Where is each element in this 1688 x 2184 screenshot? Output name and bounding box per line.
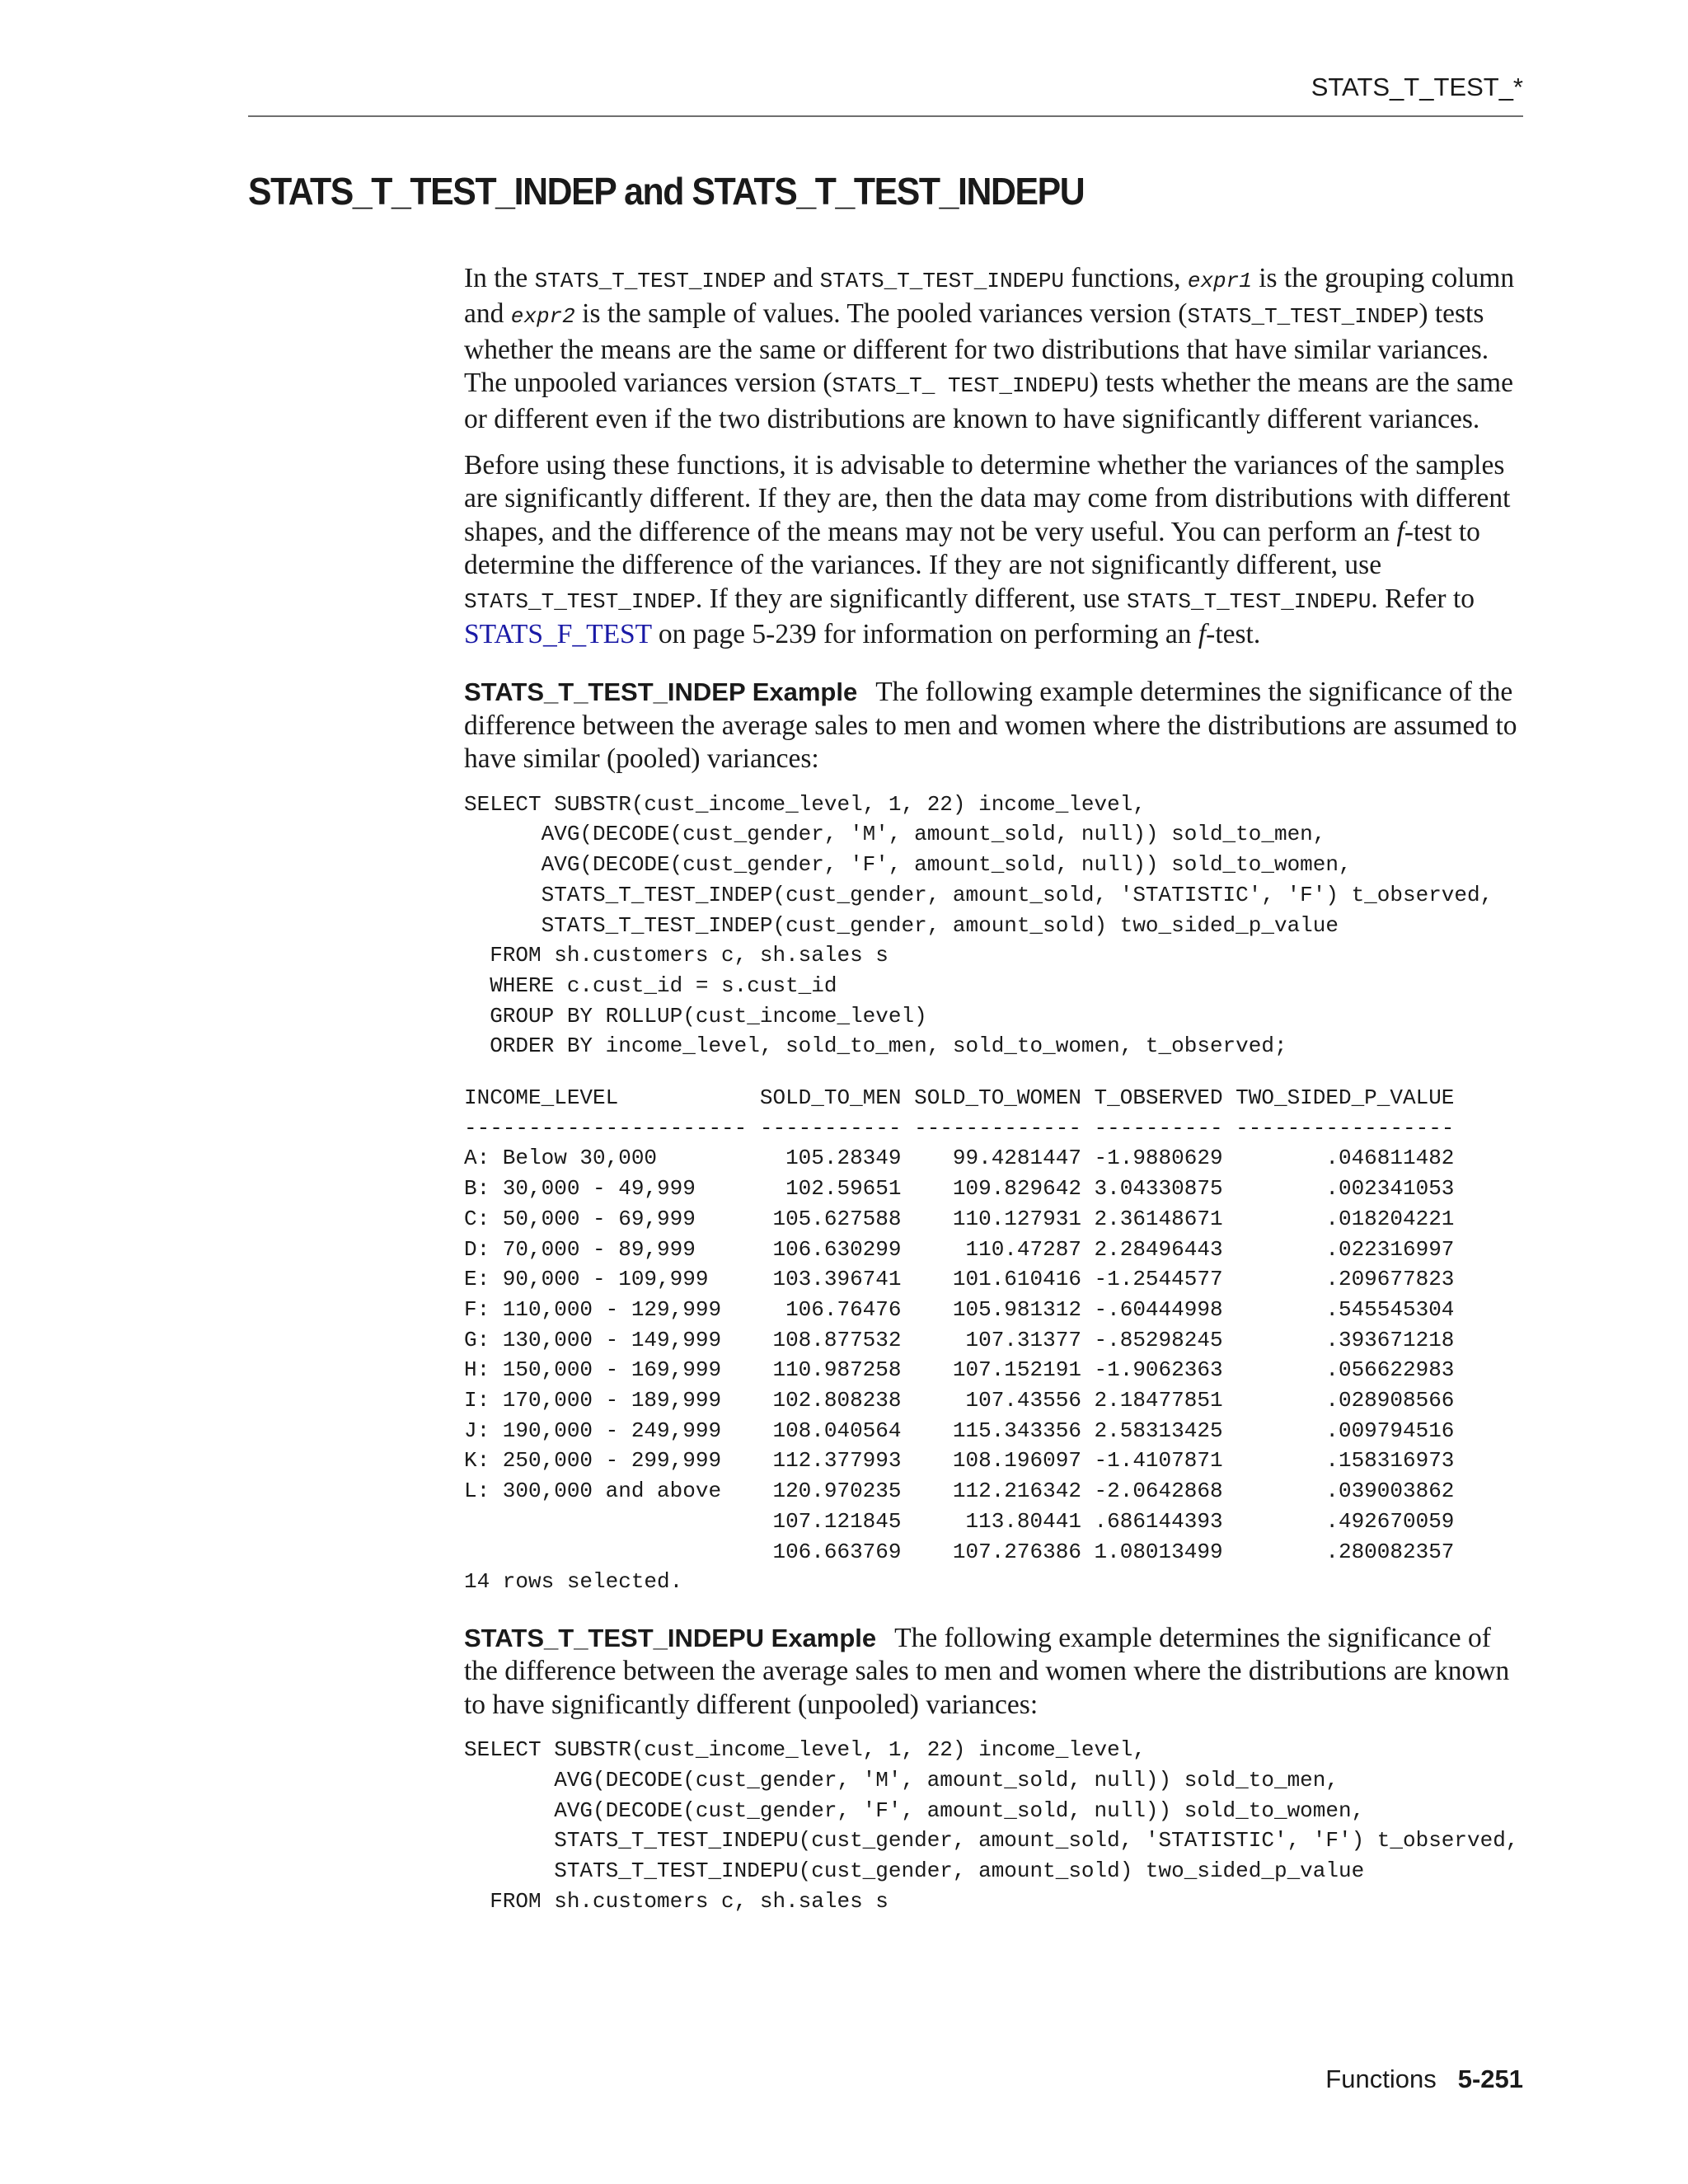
text-run: ) tests whether the means are the same or different even if the two distributions are known to have significantly different variances. [464,368,1513,434]
inline-code-italic: expr1 [1187,269,1252,293]
text-run: In the [464,263,535,293]
text-run: Before using these functions, it is advisable to determine whether the variances of the samples are significantly different. If they are, then the data may come from distributions with different shapes, and the difference of the means may not be very useful. You can perform an [464,450,1511,547]
text-run: . If they are significantly different, use [695,583,1127,614]
inline-code: STATS_T_TEST_INDEP [464,588,696,614]
header-rule [248,115,1523,117]
text-run: on page 5-239 for information on performing an [651,619,1198,650]
text-run: is the grouping column and [464,263,1515,330]
text-run: ) tests whether the means are the same or different for two distributions that have similar variances. The unpooled variances version ( [464,298,1489,399]
inline-code: STATS_T_TEST_INDEP [534,269,767,293]
inline-code: STATS_T_ TEST_INDEPU [832,373,1090,399]
page-number: 5-251 [1457,2064,1523,2093]
inline-code: STATS_T_TEST_INDEPU [1126,588,1372,614]
text-run: and [766,263,820,293]
inline-code: STATS_T_TEST_INDEPU [819,269,1065,293]
text-run: -test to determine the difference of the variances. If they are not significantly different, use [464,516,1480,581]
inline-code-italic: expr2 [510,304,575,330]
example2-text: The following example determines the significance of the difference between the average sales to men and women where the distributions are known to have significantly different (unpooled) variances: [464,1622,1510,1720]
example1-text: The following example determines the significance of the difference between the average sales to men and women where the distributions are assumed to have similar (pooled) variances: [464,677,1517,775]
page-footer [0,2064,1523,2094]
example1-paragraph [464,676,1523,776]
example1-code: SELECT SUBSTR(cust_income_level, 1, 22) income_level, AVG(DECODE(cust_gender, 'M', amount_sold, null)) sold_to_men, AVG(DECODE(cust_gender, 'F', amount_sold, null)) sold_to_women, STATS_T_TEST_INDEP(cust_gender, amount_sold, 'STATISTIC', 'F') t_observed, STATS_T_TEST_INDEP(cust_gender, amount_sold) two_sided_p_value FROM sh.customers c, sh.sales s WHERE c.cust_id = s.cust_id GROUP BY ROLLUP(cust_income_level) ORDER BY income_level, sold_to_men, sold_to_women, t_observed; [464,791,1493,1059]
example1-heading: STATS_T_TEST_INDEP Example [464,677,858,707]
italic-f: f [1396,516,1404,547]
example2-code: SELECT SUBSTR(cust_income_level, 1, 22) income_level, AVG(DECODE(cust_gender, 'M', amount_sold, null)) sold_to_men, AVG(DECODE(cust_gender, 'F', amount_sold, null)) sold_to_women, STATS_T_TEST_INDEPU(cust_gender, amount_sold, 'STATISTIC', 'F') t_observed, STATS_T_TEST_INDEPU(cust_gender, amount_sold) two_sided_p_value FROM sh.customers c, sh.sales s [464,1737,1519,1914]
example1-results-table: INCOME_LEVEL SOLD_TO_MEN SOLD_TO_WOMEN T_OBSERVED TWO_SIDED_P_VALUE ---------------------- ----------- ------------- ---------- ----------------- A: Below 30,000 105.28349 99.4281447 -1.9880629 .046811482 B: 30,000 - 49,999 102.59651 109.829642 3.04330875 .002341053 C: 50,000 - 69,999 105.627588 110.127931 2.36148671 .018204221 D: 70,000 - 89,999 106.630299 110.47287 2.28496443 .022316997 E: 90,000 - 109,999 103.396741 101.610416 -1.2544577 .209677823 F: 110,000 - 129,999 106.76476 105.981312 -.60444998 .545545304 G: 130,000 - 149,999 108.877532 107.31377 -.85298245 .393671218 H: 150,000 - 169,999 110.987258 107.152191 -1.9062363 .056622983 I: 170,000 - 189,999 102.808238 107.43556 2.18477851 .028908566 J: 190,000 - 249,999 108.040564 115.343356 2.58313425 .009794516 K: 250,000 - 299,999 112.377993 108.196097 -1.4107871 .158316973 L: 300,000 and above 120.970235 112.216342 -2.0642868 .039003862 107.121845 113.80441 .686144393 .492670059 106.663769 107.276386 1.08013499 .280082357 [464,1085,1455,1564]
example2-heading: STATS_T_TEST_INDEPU Example [464,1623,877,1652]
footer-section: Functions [1325,2064,1437,2093]
text-run: . Refer to [1371,583,1475,614]
stats-f-test-link[interactable]: STATS_F_TEST [464,619,652,650]
rows-selected-note: 14 rows selected. [464,1569,683,1595]
intro-paragraph-1 [464,262,1523,436]
italic-f: f [1198,619,1207,650]
text-run: functions, [1064,263,1188,293]
intro-paragraph-2 [464,449,1523,651]
inline-code: STATS_T_TEST_INDEP [1187,304,1419,330]
running-header: STATS_T_TEST_* [1311,73,1523,101]
text-run: is the sample of values. The pooled variances version ( [574,298,1188,330]
body-column [464,262,1523,1916]
text-run: -test. [1206,619,1261,650]
example2-paragraph [464,1622,1523,1722]
section-title: STATS_T_TEST_INDEP and STATS_T_TEST_INDEPU [248,170,1085,213]
